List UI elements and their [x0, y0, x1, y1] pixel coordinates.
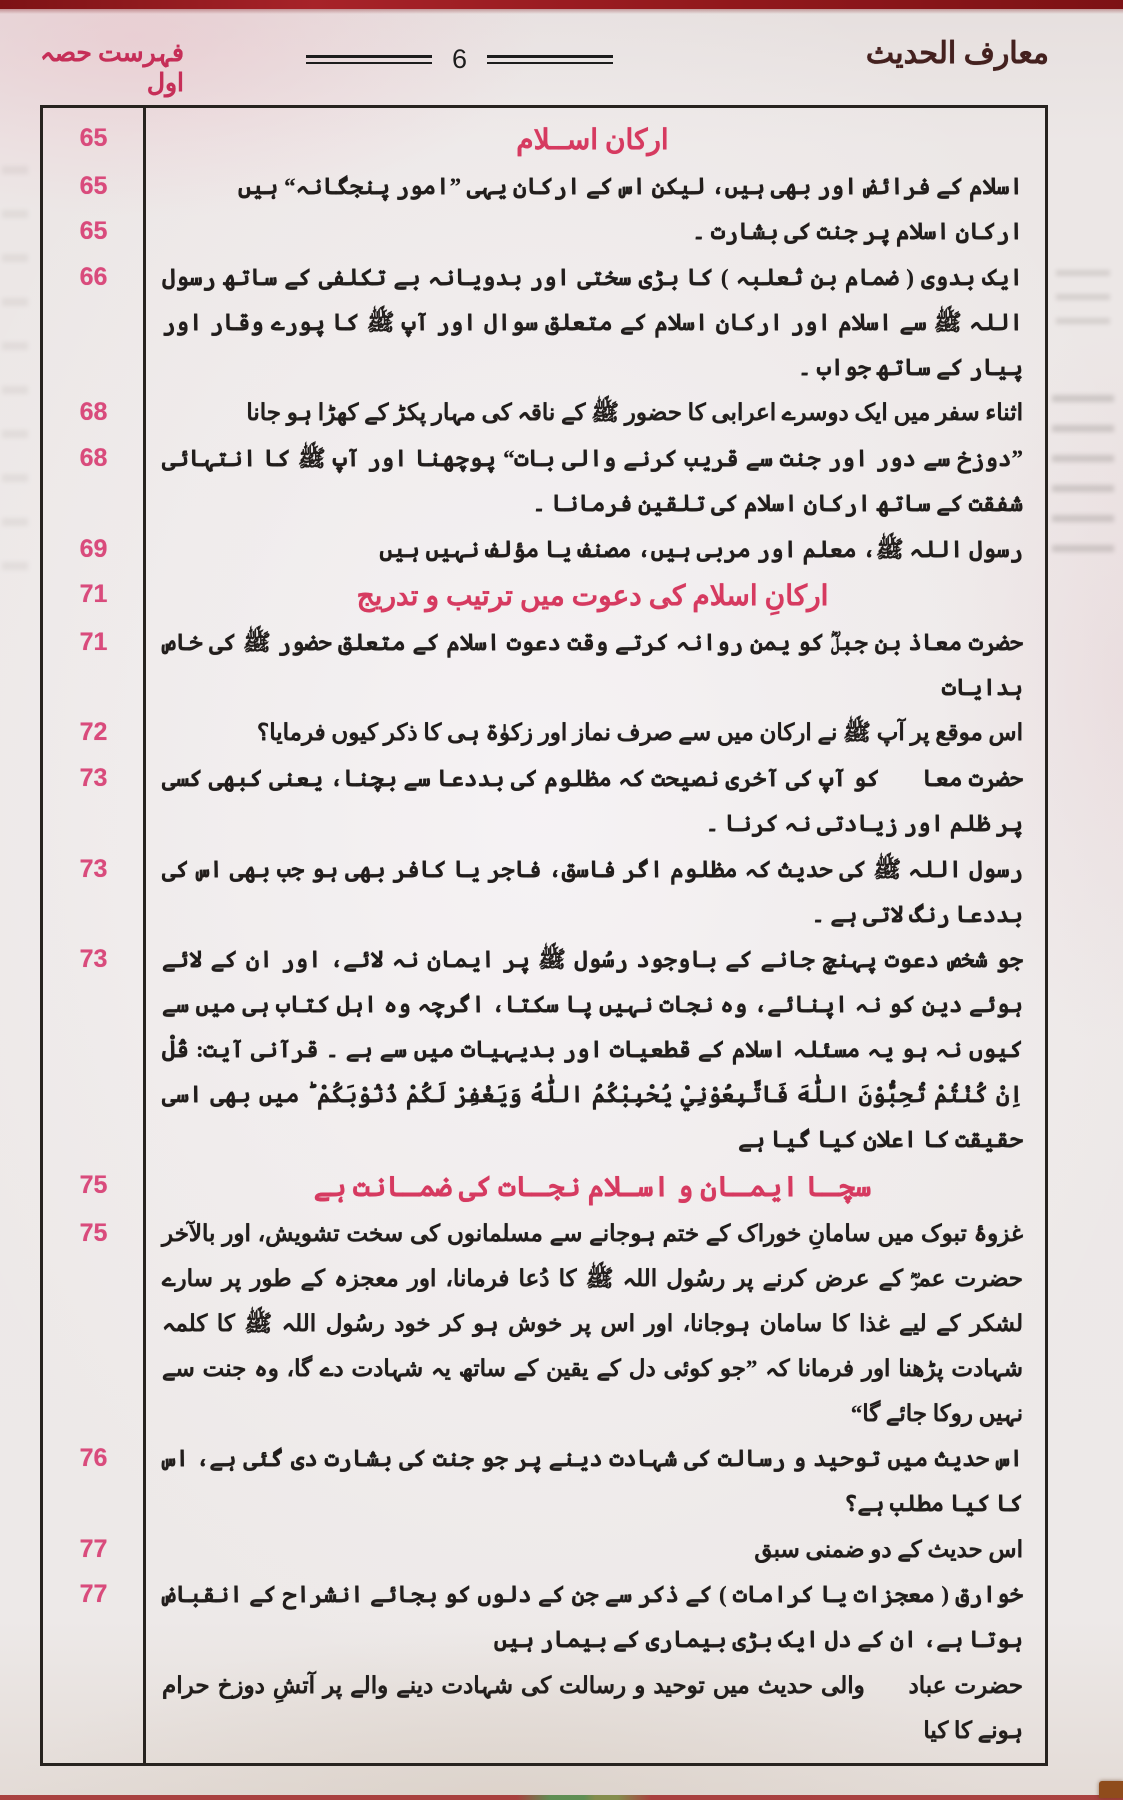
toc-row-68	[43, 436, 1039, 526]
toc-row-73	[43, 847, 1039, 937]
header-section-title: فہرست حصہ اول	[40, 40, 184, 97]
toc-row-65	[43, 164, 1039, 209]
toc-page-number: 65	[79, 124, 108, 152]
toc-row-75	[43, 1211, 1039, 1436]
toc-row-72	[43, 710, 1039, 755]
toc-page-number: 65	[79, 217, 108, 246]
toc-page-number: 72	[79, 718, 108, 747]
toc-row-76	[43, 1436, 1039, 1526]
toc-page-number: 68	[79, 398, 108, 427]
toc-row-66	[43, 255, 1039, 390]
header-rule-left	[306, 55, 432, 64]
toc-entry-text: اس موقع پر آپ ﷺ نے ارکان میں سے صرف نماز اور زکوٰۃ ہی کا ذکر کیوں فرمایا؟	[257, 720, 1023, 746]
header-book-title: معارف الحدیث	[865, 37, 1049, 70]
toc-entry-text: غزوۂ تبوک میں سامانِ خوراک کے ختم ہوجانے سے مسلمانوں کی سخت تشویش، اور بالآخر حضرت عمرؓ کے عرض کرنے پر رسُول اللہ ﷺ کا دُعا فرمانا، اور معجزہ کے طور پر سارے لشکر کے لیے غذا کا سامان ہوجانا، اور اس پر خوش ہو کر خود رسُول اللہ ﷺ کا کلمہ شہادت پڑھنا اور فرمانا کہ ”جو کوئی دل کے یقین کے ساتھ یہ شہادت دے گا، وہ جنت سے نہیں روکا جائے گا“	[162, 1220, 1023, 1426]
toc-entry-text: حضرت معاذؓ کو آپ کی آخری نصیحت کہ مظلوم کی بددعا سے بچنا، یعنی کبھی کسی پر ظلم اور زیادتی نہ کرنا ۔	[162, 766, 1023, 837]
toc-page-number: 77	[79, 1534, 108, 1563]
header-page-number: 6	[452, 44, 468, 74]
toc-row-65	[43, 209, 1039, 254]
book-edge-top-band	[0, 0, 1123, 9]
toc-entry-text: ”دوزخ سے دور اور جنت سے قریب کرنے والی بات“ پوچھنا اور آپ ﷺ کا انتہائی شفقت کے ساتھ ارکان اسلام کی تلقین فرمانا ۔	[162, 446, 1023, 517]
toc-page-number: 69	[79, 534, 108, 563]
toc-page-number: 68	[79, 444, 108, 473]
toc-page-number: 77	[79, 1580, 108, 1609]
toc-row-73	[43, 937, 1039, 1162]
toc-entry-text: خوارق ( معجزات یا کرامات ) کے ذکر سے جن کے دلوں کو بجائے انشراح کے انقباض ہوتا ہے، ان کے دل ایک بڑی بیماری کے بیمار ہیں	[162, 1582, 1023, 1653]
toc-entry-text: رسول اللہ ﷺ کی حدیث کہ مظلوم اگر فاسق، فاجر یا کافر بھی ہو جب بھی اس کی بددعا رنگ لاتی ہے ۔	[162, 856, 1023, 927]
toc-row-68	[43, 390, 1039, 435]
toc-entry-text: ارکانِ اسلام کی دعوت میں ترتیب و تدریج	[356, 581, 829, 613]
toc-entry-text: سچـا ایمـان و اسـلام نجـات کی ضمـانت ہے	[313, 1171, 872, 1203]
toc-entry-text: جو شخص دعوت پہنچ جانے کے باوجود رسُول ﷺ پر ایمان نہ لائے، اور ان کے لائے ہوئے دین کو نہ اپنائے، وہ نجات نہیں پا سکتا، اگرچہ وہ اہل کتاب ہی میں سے کیوں نہ ہو یہ مسئلہ اسلام کے قطعیات اور بدیہیات میں سے ہے ۔ قرآنی آیت: قُلْ اِنْ كُنْتُمْ تُحِبُّوْنَ اللّٰهَ فَاتَّبِعُوْنِيْ يُحْبِبْكُمُ اللّٰهُ وَيَغْفِرْ لَكُمْ ذُنُوْبَكُمْ ؕ میں بھی اسی حقیقت کا اعلان کیا گیا ہے	[162, 947, 1023, 1153]
header-rule-right	[487, 55, 613, 64]
toc-row-77	[43, 1572, 1039, 1662]
bleedthrough-artifact	[2, 150, 28, 570]
toc-row-77	[43, 1527, 1039, 1572]
toc-page-number: 71	[79, 580, 108, 609]
toc-row-75	[43, 1163, 1039, 1210]
toc-entry-text: اسلام کے فرائض اور بھی ہیں، لیکن اس کے ارکان یہی ”امور پنجگانہ“ ہیں	[237, 173, 1023, 199]
toc-entry-text: حضرت معاذ بن جبلؓ کو یمن روانہ کرتے وقت دعوت اسلام کے متعلق حضور ﷺ کی خاص ہدایات	[162, 629, 1023, 700]
toc-entry-text: حضرت عبادہؓ والی حدیث میں توحید و رسالت کی شہادت دینے والے پر آتشِ دوزخ حرام ہونے کا کیا	[162, 1672, 1023, 1743]
toc-page-number: 73	[79, 945, 108, 974]
toc-row-65	[43, 116, 1039, 163]
toc-box	[40, 105, 1048, 1766]
toc-row-69	[43, 527, 1039, 572]
toc-page-number: 73	[79, 854, 108, 883]
toc-row-73	[43, 756, 1039, 846]
toc-page-number: 76	[79, 1444, 108, 1473]
toc-page-number: 75	[79, 1170, 108, 1199]
corner-scan-mark	[1099, 1781, 1123, 1798]
book-edge-top-shadow	[0, 9, 1123, 14]
toc-page-number: 65	[79, 171, 108, 200]
toc-rows	[43, 116, 1039, 1753]
toc-page-number: 73	[79, 764, 108, 793]
toc-row-71	[43, 572, 1039, 619]
toc-entry-text: رسول اللہ ﷺ، معلم اور مربی ہیں، مصنف یا مؤلف نہیں ہیں	[379, 536, 1023, 562]
book-edge-bottom-band	[0, 1795, 1123, 1800]
toc-entry-text: اثناء سفر میں ایک دوسرے اعرابی کا حضور ﷺ کے ناقہ کی مہار پکڑ کے کھڑا ہو جانا	[246, 400, 1023, 426]
toc-entry-text: ارکانِ اسلام پر جنت کی بشارت ۔	[692, 219, 1023, 245]
toc-row-last	[43, 1663, 1039, 1753]
bleedthrough-artifact	[1056, 268, 1110, 324]
toc-entry-text: اس حدیث میں توحید و رسالت کی شہادت دینے پر جو جنت کی بشارت دی گئی ہے، اس کا کیا مطلب ہے؟	[162, 1446, 1023, 1517]
bleedthrough-artifact	[1052, 372, 1114, 552]
header-page-number-group	[306, 46, 613, 73]
toc-page-number: 71	[79, 627, 108, 656]
toc-row-71	[43, 620, 1039, 710]
toc-entry-text: ارکان اســلام	[516, 125, 669, 156]
toc-page-number: 75	[79, 1218, 108, 1247]
toc-entry-text: ایک بدوی ( ضمام بن ثعلبہ ) کا بڑی سختی اور بدویانہ بے تکلفی کے ساتھ رسول اللہ ﷺ سے اسلام اور ارکان اسلام کے متعلق سوال اور آپ ﷺ کا پورے وقار اور پیار کے ساتھ جواب ۔	[162, 264, 1023, 380]
toc-entry-text: اس حدیث کے دو ضمنی سبق	[754, 1536, 1023, 1562]
toc-page-number: 66	[79, 262, 108, 291]
